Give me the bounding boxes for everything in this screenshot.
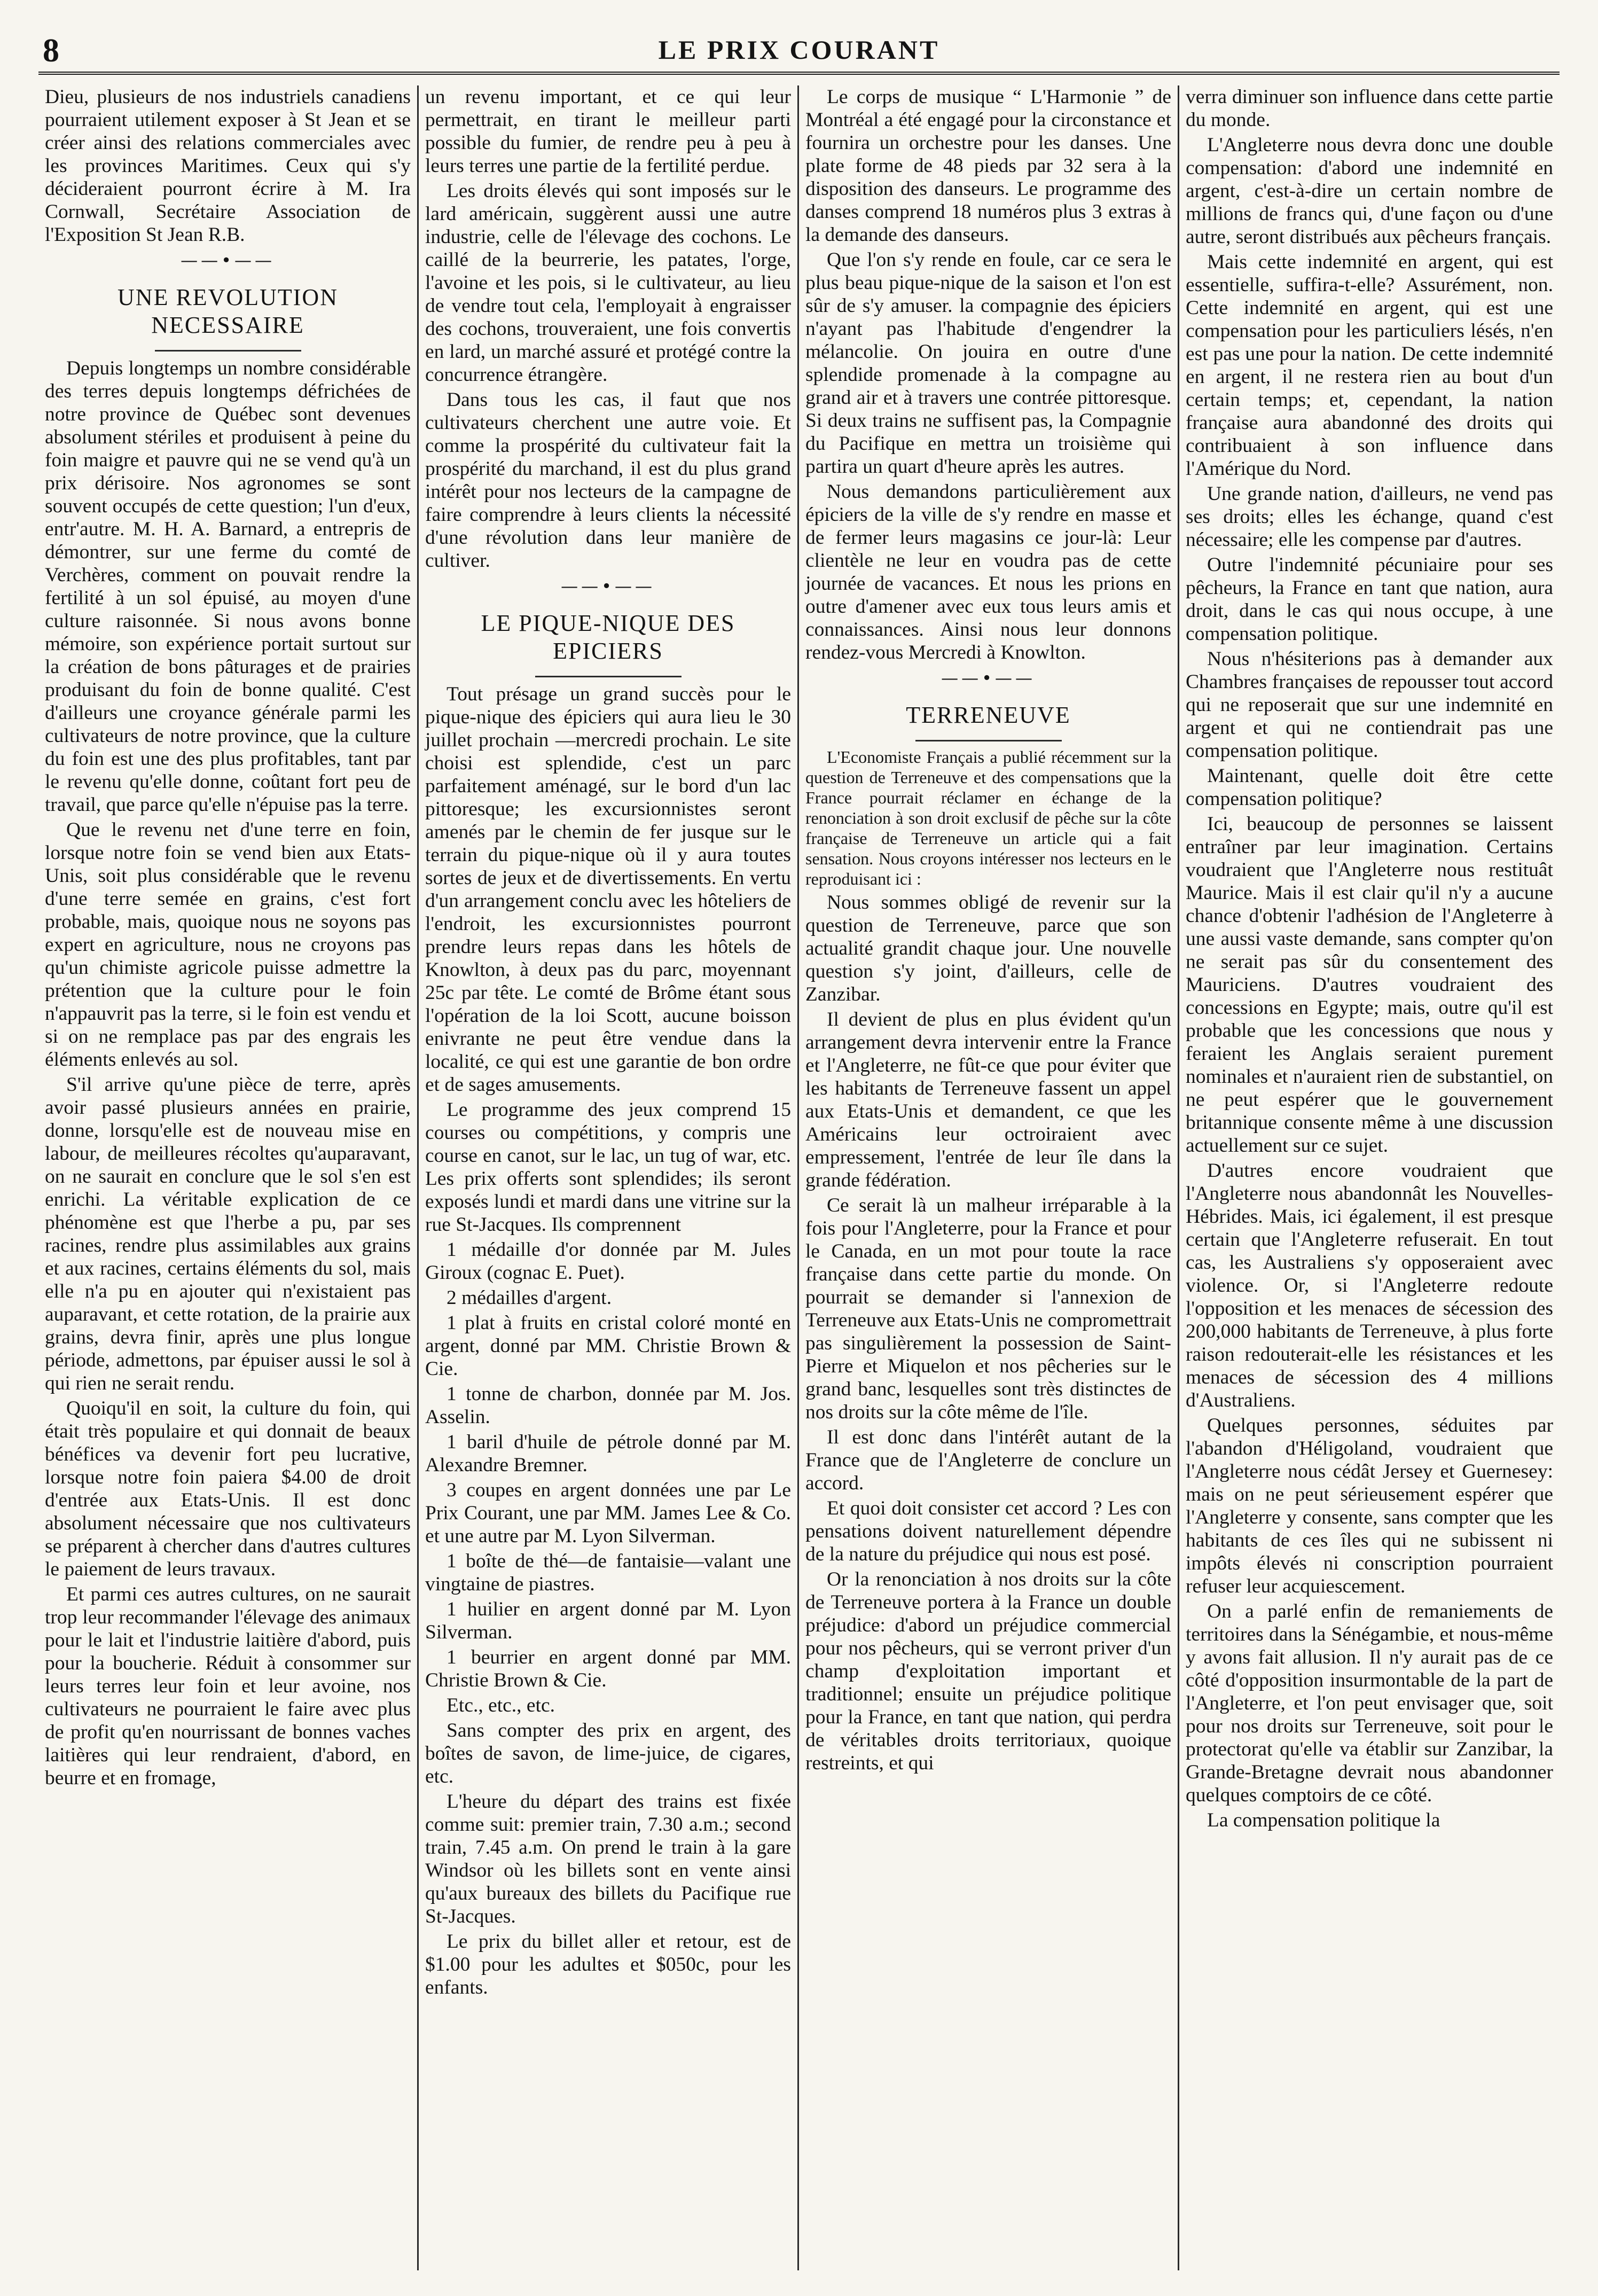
column-1 [38, 85, 419, 2270]
article-text: Nous n'hésiterions pas à demander aux Chambres françaises de repousser tout accord qui ne reposerait que sur une indemnité en argent et qui ne contiendrait pas une compensation politique. [1186, 648, 1553, 762]
article-text: D'autres encore voudraient que l'Angleterre nous abandonnât les Nouvelles-Hébrides. Mais, ici également, il est presque certain que l'Angleterre refuserait. En tout cas, les Australiens s'y opposeraient avec violence. Or, si l'Angleterre redoute l'opposition et les menaces de sécession des 200,000 habitants de Terreneuve, à plus forte raison redouterait-elle les résistances et les menaces de sécession des 4 millions d'Australiens. [1186, 1160, 1553, 1411]
article-text: Ici, beaucoup de personnes se laissent entraîner par leur imagination. Certains voudraient que l'Angleterre nous restituât Maurice. Mais il est clair qu'il n'y a aucune chance d'obtenir l'adhésion de l'Angleterre à une aussi vaste demande, sans compter qu'on ne serait pas sûr du consentement des Mauriciens. D'autres voudraient des concessions en Egypte; mais, outre qu'il est probable que les concessions que nous y feraient les Anglais seraient purement nominales et n'auraient rien de substantiel, on ne peut espérer que le gouvernement britannique consente même à une discussion actuellement sur ce sujet. [1186, 813, 1553, 1157]
column-3 [799, 85, 1179, 2270]
prize-item: 1 tonne de charbon, donnée par M. Jos. Asselin. [425, 1383, 791, 1428]
article-text: Dieu, plusieurs de nos industriels canadiens pourraient utilement exposer à St Jean et se créer ainsi des relations commerciales avec les provinces Maritimes. Ceux qui s'y décideraient pourront écrire à M. Ira Cornwall, Secrétaire Association de l'Exposition St Jean R.B. [45, 86, 411, 246]
article-text: L'heure du départ des trains est fixée comme suit: premier train, 7.30 a.m.; second train, 7.45 a.m. On prend le train à la gare Windsor où les billets sont en vente ainsi qu'aux bureaux des billets du Pacifique rue St-Jacques. [425, 1791, 791, 1927]
page-header [38, 29, 1560, 75]
prize-item: 1 médaille d'or donnée par M. Jules Giroux (cognac E. Puet). [425, 1239, 791, 1284]
article-text: Et quoi doit consister cet accord ? Les con pensations doivent naturellement dépendre de la nature du préjudice qui nous est posé. [805, 1497, 1171, 1565]
article-text: Le prix du billet aller et retour, est de $1.00 pour les adultes et $050c, pour les enfants. [425, 1931, 791, 1998]
article-text: Outre l'indemnité pécuniaire pour ses pêcheurs, la France en tant que nation, aura droit, dans le cas qui nous occupe, à une compensation politique. [1186, 554, 1553, 645]
article-text: un revenu important, et ce qui leur permettrait, en tirant le meilleur parti possible du fumier, de rendre peu à peu à leurs terres une partie de la fertilité perdue. [425, 86, 791, 177]
prize-item: Etc., etc., etc. [446, 1694, 555, 1716]
article-text: Dans tous les cas, il faut que nos cultivateurs cherchent une autre voie. Et comme la prospérité du cultivateur fait la prospérité du marchand, il est du plus grand intérêt pour nos lecteurs de la campagne de faire comprendre à leurs clients la nécessité d'une révolution dans leur manière de cultiver. [425, 389, 791, 572]
article-text: Ce serait là un malheur irréparable à la fois pour l'Angleterre, pour la France et pour le Canada, en un mot pour toute la race française dans cette partie du monde. On pourrait se demander si l'annexion de Terreneuve aux Etats-Unis ne compromettrait pas singulièrement la possession de Saint-Pierre et Miquelon et nos pêcheries sur le grand banc, lesquelles sont très distinctes de nos droits sur la côte même de l'île. [805, 1194, 1171, 1423]
article-text: Mais cette indemnité en argent, qui est essentielle, suffira-t-elle? Assurément, non. Cette indemnité en argent, qui est une compensation pour les particuliers lésés, n'en est pas une pour la nation. De cette indemnité en argent, il ne restera rien au bout d'un certain temps; et, cependant, la nation française aura abandonné des droits qui contribuaient à son influence dans l'Amérique du Nord. [1186, 251, 1553, 480]
article-text: Sans compter des prix en argent, des boîtes de savon, de lime-juice, de cigares, etc. [425, 1720, 791, 1787]
article-intro: L'Economiste Français a publié récemment sur la question de Terreneuve et des compensations que la France pourrait réclamer en échange de la renonciation à son droit exclusif de pêche sur la côte française de Terreneuve un article qui a fait sensation. Nous croyons intéresser nos lecteurs en le reproduisant ici : [805, 747, 1171, 888]
article-text: Que le revenu net d'une terre en foin, lorsque notre foin se vend bien aux Etats-Unis, soit plus considérable que le revenu d'une terre semée en grains, c'est fort probable, mais, quoique nous ne soyons pas expert en agriculture, nous ne croyons pas qu'un chimiste agricole puisse admettre la prétention que la culture pour le foin n'appauvrit pas la terre, si le foin est vendu et si on ne remplace pas par des engrais les éléments enlevés au sol. [45, 819, 411, 1071]
prize-item: 2 médailles d'argent. [446, 1287, 612, 1309]
heading-rule [155, 350, 301, 352]
article-text: Tout présage un grand succès pour le pique-nique des épiciers qui aura lieu le 30 juillet prochain —mercredi prochain. Le site choisi est splendide, c'est un parc parfaitement aménagé, sur le bord d'un lac pittoresque; les excursionnistes seront amenés par le chemin de fer jusque sur le terrain du pique-nique où il y aura toutes sortes de jeux et de divertissements. En vertu d'un arrangement conclu avec les hôteliers de l'endroit, les excursionnistes pourront prendre leurs repas dans les hôtels de Knowlton, à deux pas du parc, moyennant 25c par tête. Le comté de Brôme étant sous l'opération de la loi Scott, aucune boisson enivrante ne peut être vendue dans la localité, ce qui est une garantie de bon ordre et de sages amusements. [425, 683, 791, 1096]
prize-item: 1 plat à fruits en cristal coloré monté en argent, donné par MM. Christie Brown & Cie. [425, 1312, 791, 1380]
heading-rule [535, 676, 682, 677]
article-text: Il devient de plus en plus évident qu'un arrangement devra intervenir entre la France et l'Angleterre, ne fût-ce que pour éviter que les habitants de Terreneuve fassent un appel aux Etats-Unis et demandent, ce que les Américains leur octroiraient avec empressement, l'entrée de leur île dans la grande fédération. [805, 1009, 1171, 1191]
section-ornament: ——•—— [561, 576, 655, 596]
article-text: Nous sommes obligé de revenir sur la question de Terreneuve, parce que son actualité grandit chaque jour. Une nouvelle question s'y joint, d'ailleurs, celle de Zanzibar. [805, 892, 1171, 1005]
article-text: Le programme des jeux comprend 15 courses ou compétitions, y compris une course en canot, sur le lac, un tug of war, etc. Les prix offerts sont splendides; ils seront exposés lundi et mardi dans une vitrine sur la rue St-Jacques. Ils comprennent [425, 1099, 791, 1236]
prize-item: 1 boîte de thé—de fantaisie—valant une vingtaine de piastres. [425, 1550, 791, 1595]
article-text: Nous demandons particulièrement aux épiciers de la ville de s'y rendre en masse et de fermer leurs magasins ce jour-là: Leur clientèle ne leur en voudra pas de cette journée de vacances. Et nous les prions en outre d'amener avec eux tous leurs amis et connaissances. Ainsi nous leur donnons rendez-vous Mercredi à Knowlton. [805, 481, 1171, 663]
article-text: Maintenant, quelle doit être cette compensation politique? [1186, 765, 1553, 810]
article-text: verra diminuer son influence dans cette partie du monde. [1186, 86, 1553, 131]
section-ornament: ——•—— [181, 250, 275, 270]
section-ornament: ——•—— [941, 668, 1036, 688]
article-heading-revolution: UNE REVOLUTION NECESSAIRE [118, 284, 338, 338]
prize-item: 1 beurrier en argent donné par MM. Christie Brown & Cie. [425, 1646, 791, 1691]
article-text: S'il arrive qu'une pièce de terre, après avoir passé plusieurs années en prairie, donne, lorsqu'elle est de nouveau mise en labour, de meilleures récoltes qu'auparavant, on ne saurait en conclure que le sol s'en est enrichi. La véritable explication de ce phénomène est que l'herbe a pu, par ses racines, rendre plus assimilables aux grains et aux racines, certains éléments du sol, mais elle n'a pu en ajouter qui n'existaient pas auparavant, et cette rotation, de la prairie aux grains, devra finir, après une plus longue période, admettons, par épuiser aussi le sol à qui rien ne serait rendu. [45, 1074, 411, 1394]
prize-item: 3 coupes en argent données une par Le Prix Courant, une par MM. James Lee & Co. et une autre par M. Lyon Silverman. [425, 1479, 791, 1547]
article-heading-picnic: LE PIQUE-NIQUE DES EPICIERS [481, 610, 735, 664]
prize-item: 1 huilier en argent donné par M. Lyon Silverman. [425, 1598, 791, 1643]
article-text: Quoiqu'il en soit, la culture du foin, qui était très populaire et qui donnait de beaux bénéfices va devenir fort peu lucrative, lorsque notre foin paiera $4.00 de droit d'entrée aux Etats-Unis. Il est donc absolument nécessaire que nos cultivateurs se préparent à chercher dans d'autres cultures le paiement de leurs travaux. [45, 1397, 411, 1580]
article-text: Le corps de musique “ L'Harmonie ” de Montréal a été engagé pour la circonstance et fournira un orchestre pour les danses. Une plate forme de 48 pieds par 32 sera à la disposition des danseurs. Le programme des danses comprend 18 numéros plus 3 extras à la demande des danseurs. [805, 86, 1171, 246]
column-2 [419, 85, 799, 2270]
article-text: L'Angleterre nous devra donc une double compensation: d'abord une indemnité en argent, c'est-à-dire un certain nombre de millions de francs qui, d'une façon ou d'une autre, seront distribués aux pêcheurs français. [1186, 134, 1553, 248]
article-text: Or la renonciation à nos droits sur la côte de Terreneuve portera à la France un double préjudice: d'abord un préjudice commercial pour nos pêcheurs, qui se verront priver d'un champ d'exploitation important et traditionnel; ensuite un préjudice politique pour la France, en tant que nation, qui perdra de véritables droits territoriaux, quoique restreints, et qui [805, 1568, 1171, 1774]
article-text: Depuis longtemps un nombre considérable des terres depuis longtemps défrichées de notre province de Québec sont devenues absolument stériles et produisent à peine du foin maigre et pauvre qui ne se vend qu'à un prix dérisoire. Nos agronomes se sont souvent occupés de cette question; l'un d'eux, entr'autre. M. H. A. Barnard, a entrepris de démontrer, sur une ferme du comté de Verchères, comment on pouvait rendre la fertilité à un sol épuisé, au moyen d'une culture raisonnée. Si nous avons bonne mémoire, son expérience portait surtout sur la création de bons pâturages et de prairies produisant du foin de bonne qualité. C'est d'ailleurs une croyance générale parmi les cultivateurs de notre province, que la culture du foin est une des plus profitables, tant par le revenu qu'elle donne, coûtant fort peu de travail, que parce qu'elle n'épuise pas la terre. [45, 357, 411, 816]
article-text: Que l'on s'y rende en foule, car ce sera le plus beau pique-nique de la saison et l'on est sûr de s'y amuser. la compagnie des épiciers n'ayant pas l'habitude d'engendrer la mélancolie. On jouira en outre d'une splendide promenade à la compagne au grand air et à travers une contrée pittoresque. Si deux trains ne suffisent pas, la Compagnie du Pacifique en mettra un troisième qui partira un quart d'heure après les autres. [805, 249, 1171, 478]
article-text: La compensation politique la [1207, 1809, 1440, 1831]
article-text: Il est donc dans l'intérêt autant de la France que de l'Angleterre de conclure un accord. [805, 1426, 1171, 1494]
article-heading-terreneuve: TERRENEUVE [906, 702, 1071, 728]
article-text: Et parmi ces autres cultures, on ne saurait trop leur recommander l'élevage des animaux pour le lait et l'industrie laitière d'abord, puis pour la boucherie. Réduit à consommer sur leurs terres leur foin et leur avoine, nos cultivateurs ne pourraient le faire avec plus de profit qu'en nourrissant de bonnes vaches laitières qui leur rendraient, d'abord, en beurre et en fromage, [45, 1583, 411, 1789]
article-text: Une grande nation, d'ailleurs, ne vend pas ses droits; elles les échange, quand c'est nécessaire; elle les compense par d'autres. [1186, 483, 1553, 551]
article-text: Les droits élevés qui sont imposés sur le lard américain, suggèrent aussi une autre industrie, celle de l'élevage des cochons. Le caillé de la beurrerie, les patates, l'orge, l'avoine et les pois, si le cultivateur, au lieu de vendre tout cela, l'employait à engraisser des cochons, trouveraient, une fois convertis en lard, un marché assuré et protégé contre la concurrence étrangère. [425, 180, 791, 386]
prize-item: 1 baril d'huile de pétrole donné par M. Alexandre Bremner. [425, 1431, 791, 1476]
heading-rule [915, 740, 1062, 741]
article-columns [38, 85, 1560, 2270]
article-text: Quelques personnes, séduites par l'abandon d'Héligoland, voudraient que l'Angleterre nous cédât Jersey et Guernesey: mais on ne peut sérieusement espérer que l'Angleterre y consente, sans compter que les habitants de ces îles qui ne subissent ni impôts élevés ni conscription pourraient refuser leur acquiescement. [1186, 1415, 1553, 1597]
article-text: On a parlé enfin de remaniements de territoires dans la Sénégambie, et nous-même y avons fait allusion. Il n'y aurait pas de ce côté d'opposition insurmontable de la part de l'Angleterre, et l'on peut envisager que, soit pour nos droits sur Terreneuve, soit pour le protectorat qu'elle va établir sur Zanzibar, la Grande-Bretagne devrait nous abandonner quelques comptoirs de ce côté. [1186, 1600, 1553, 1806]
masthead-title: LE PRIX COURANT [658, 35, 940, 65]
page-number: 8 [43, 33, 59, 69]
column-4 [1179, 85, 1560, 2270]
